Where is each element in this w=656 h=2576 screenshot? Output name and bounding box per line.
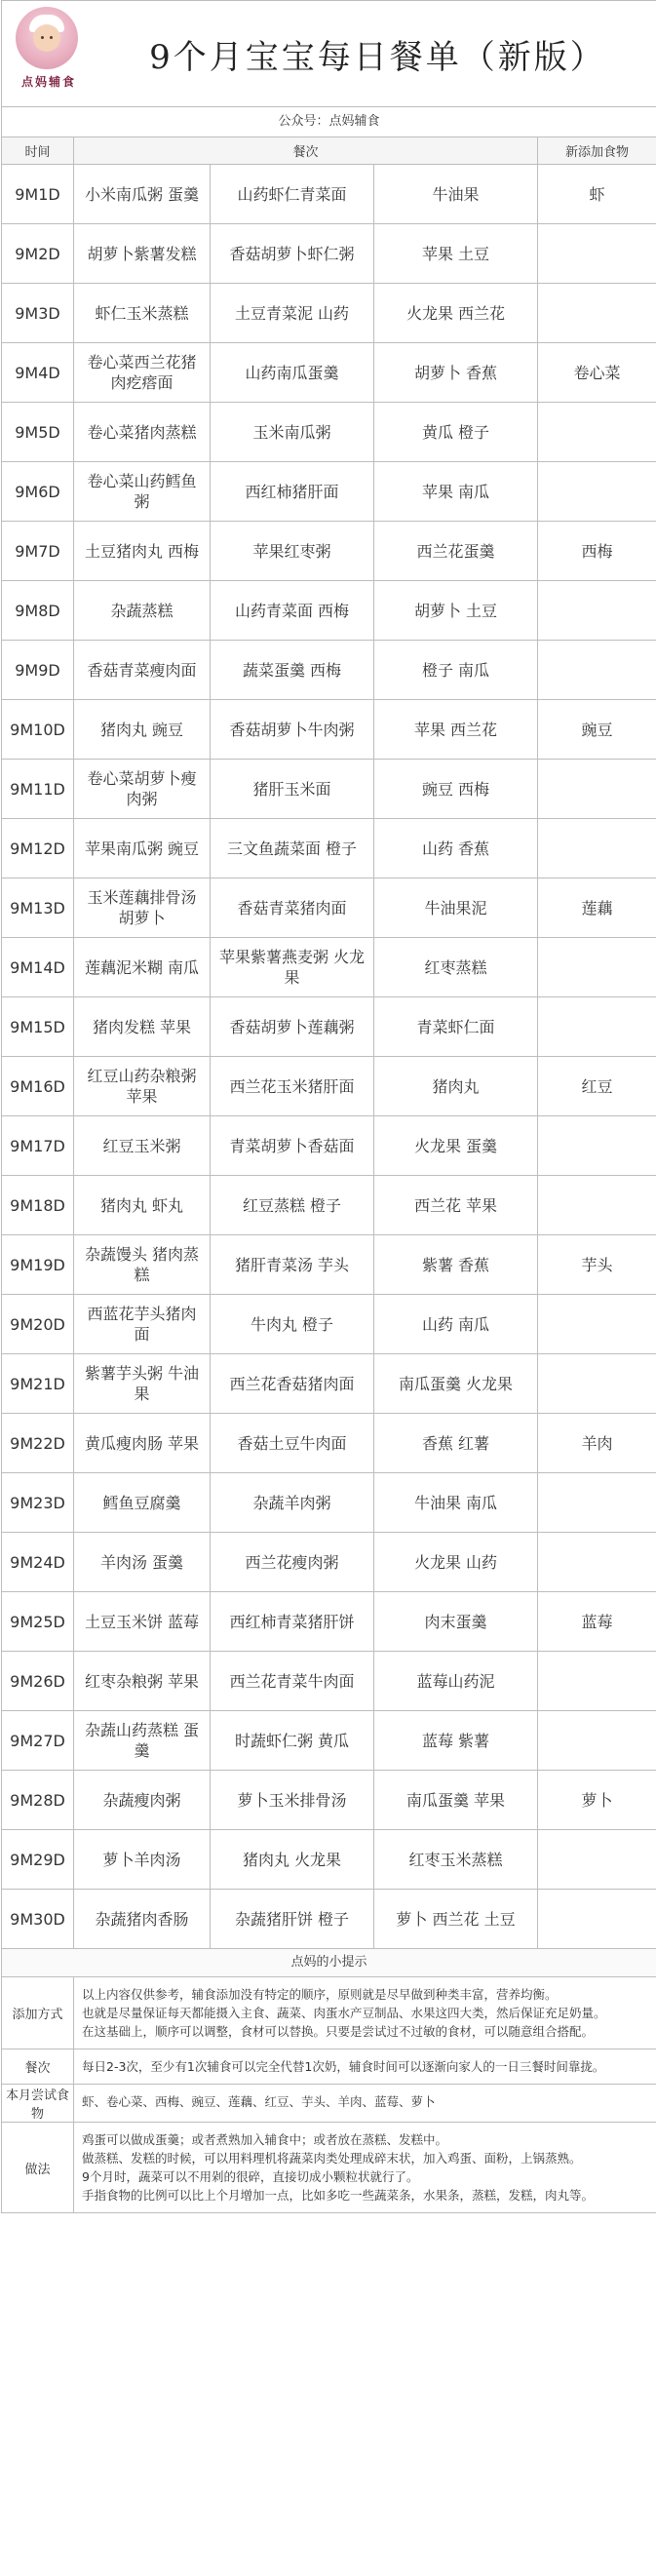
meal-2-cell: 西兰花青菜牛肉面: [211, 1652, 374, 1711]
meal-plan-sheet: [1, 0, 656, 2213]
new-food-cell: [538, 1652, 656, 1711]
meal-3-cell: 蓝莓 紫薯: [374, 1711, 538, 1771]
meal-2-cell: 土豆青菜泥 山药: [211, 284, 374, 343]
tip-line: 9个月时，蔬菜可以不用剁的很碎，直接切成小颗粒状就行了。: [82, 2169, 419, 2184]
new-food-cell: 萝卜: [538, 1771, 656, 1830]
meal-3-cell: 胡萝卜 土豆: [374, 581, 538, 641]
meal-1-cell: 土豆玉米饼 蓝莓: [74, 1592, 211, 1652]
meal-2-cell: 猪肝玉米面: [211, 760, 374, 819]
new-food-cell: 红豆: [538, 1057, 656, 1116]
day-cell: 9M3D: [2, 284, 74, 343]
new-food-cell: 卷心菜: [538, 343, 656, 403]
meal-3-cell: 红枣玉米蒸糕: [374, 1830, 538, 1890]
meal-2-cell: 红豆蒸糕 橙子: [211, 1176, 374, 1235]
new-food-cell: 蓝莓: [538, 1592, 656, 1652]
tip-content: [74, 1977, 656, 2049]
new-food-cell: [538, 1116, 656, 1176]
tip-line: 做蒸糕、发糕的时候，可以用料理机将蔬菜肉类处理成碎末状，加入鸡蛋、面粉，上锅蒸熟。: [82, 2151, 582, 2166]
meal-1-cell: 卷心菜西兰花猪肉疙瘩面: [74, 343, 211, 403]
day-cell: 9M1D: [2, 165, 74, 224]
meal-1-cell: 卷心菜山药鳕鱼粥: [74, 462, 211, 522]
meal-3-cell: 胡萝卜 香蕉: [374, 343, 538, 403]
day-cell: 9M15D: [2, 997, 74, 1057]
tip-label: 本月尝试食物: [2, 2085, 74, 2122]
tip-content: [74, 2085, 656, 2122]
meal-3-cell: 火龙果 蛋羹: [374, 1116, 538, 1176]
new-food-cell: [538, 403, 656, 462]
meal-3-cell: 香蕉 红薯: [374, 1414, 538, 1473]
tip-row: [2, 2049, 656, 2085]
tip-label: 添加方式: [2, 1977, 74, 2049]
meal-1-cell: 小米南瓜粥 蛋羹: [74, 165, 211, 224]
meal-2-cell: 牛肉丸 橙子: [211, 1295, 374, 1354]
day-cell: 9M21D: [2, 1354, 74, 1414]
meal-2-cell: 西红柿青菜猪肝饼: [211, 1592, 374, 1652]
new-food-cell: 西梅: [538, 522, 656, 581]
meal-1-cell: 西蓝花芋头猪肉面: [74, 1295, 211, 1354]
meal-3-cell: 黄瓜 橙子: [374, 403, 538, 462]
meal-3-cell: 肉末蛋羹: [374, 1592, 538, 1652]
day-cell: 9M13D: [2, 878, 74, 938]
meal-3-cell: 山药 南瓜: [374, 1295, 538, 1354]
day-cell: 9M29D: [2, 1830, 74, 1890]
new-food-cell: [538, 938, 656, 997]
tip-line: 以上内容仅供参考，辅食添加没有特定的顺序，原则就是尽早做到种类丰富，营养均衡。: [82, 1987, 558, 2002]
day-cell: 9M14D: [2, 938, 74, 997]
new-food-cell: [538, 1473, 656, 1533]
meal-3-cell: 牛油果泥: [374, 878, 538, 938]
meal-2-cell: 西兰花瘦肉粥: [211, 1533, 374, 1592]
meal-3-cell: 萝卜 西兰花 土豆: [374, 1890, 538, 1949]
new-food-cell: [538, 462, 656, 522]
meal-2-cell: 西兰花香菇猪肉面: [211, 1354, 374, 1414]
meal-1-cell: 杂蔬瘦肉粥: [74, 1771, 211, 1830]
day-cell: 9M26D: [2, 1652, 74, 1711]
subtitle: 公众号：点妈辅食: [2, 107, 656, 137]
page-title: 9个月宝宝每日餐单（新版）: [149, 38, 606, 77]
header: [2, 1, 656, 107]
meal-1-cell: 玉米莲藕排骨汤 胡萝卜: [74, 878, 211, 938]
meal-2-cell: 苹果紫薯燕麦粥 火龙果: [211, 938, 374, 997]
tip-row: [2, 2085, 656, 2123]
day-cell: 9M12D: [2, 819, 74, 878]
meal-2-cell: 杂蔬猪肝饼 橙子: [211, 1890, 374, 1949]
meal-1-cell: 红豆玉米粥: [74, 1116, 211, 1176]
tip-row: [2, 1977, 656, 2049]
baby-avatar-logo: [16, 7, 78, 69]
meal-1-cell: 猪肉丸 豌豆: [74, 700, 211, 760]
brand-name: 点妈辅食: [20, 75, 76, 89]
day-cell: 9M17D: [2, 1116, 74, 1176]
meal-3-cell: 青菜虾仁面: [374, 997, 538, 1057]
meal-3-cell: 山药 香蕉: [374, 819, 538, 878]
new-food-cell: [538, 760, 656, 819]
meal-2-cell: 蔬菜蛋羹 西梅: [211, 641, 374, 700]
meal-3-cell: 南瓜蛋羹 火龙果: [374, 1354, 538, 1414]
day-cell: 9M22D: [2, 1414, 74, 1473]
meal-2-cell: 香菇青菜猪肉面: [211, 878, 374, 938]
meal-1-cell: 猪肉丸 虾丸: [74, 1176, 211, 1235]
meal-3-cell: 牛油果: [374, 165, 538, 224]
meal-1-cell: 莲藕泥米糊 南瓜: [74, 938, 211, 997]
meal-1-cell: 鳕鱼豆腐羹: [74, 1473, 211, 1533]
day-cell: 9M20D: [2, 1295, 74, 1354]
day-cell: 9M2D: [2, 224, 74, 284]
day-cell: 9M4D: [2, 343, 74, 403]
meal-1-cell: 紫薯芋头粥 牛油果: [74, 1354, 211, 1414]
meal-3-cell: 西兰花蛋羹: [374, 522, 538, 581]
meal-2-cell: 时蔬虾仁粥 黄瓜: [211, 1711, 374, 1771]
meal-2-cell: 西兰花玉米猪肝面: [211, 1057, 374, 1116]
meal-3-cell: 火龙果 山药: [374, 1533, 538, 1592]
day-cell: 9M19D: [2, 1235, 74, 1295]
new-food-cell: [538, 581, 656, 641]
new-food-cell: [538, 1711, 656, 1771]
day-cell: 9M7D: [2, 522, 74, 581]
meal-1-cell: 猪肉发糕 苹果: [74, 997, 211, 1057]
meal-1-cell: 虾仁玉米蒸糕: [74, 284, 211, 343]
day-cell: 9M23D: [2, 1473, 74, 1533]
new-food-cell: 羊肉: [538, 1414, 656, 1473]
meal-2-cell: 猪肝青菜汤 芋头: [211, 1235, 374, 1295]
day-cell: 9M9D: [2, 641, 74, 700]
meal-1-cell: 红枣杂粮粥 苹果: [74, 1652, 211, 1711]
col-header-time: 时间: [2, 137, 74, 165]
tip-label: 餐次: [2, 2049, 74, 2084]
meal-2-cell: 山药青菜面 西梅: [211, 581, 374, 641]
meal-2-cell: 山药南瓜蛋羹: [211, 343, 374, 403]
col-header-new-food: 新添加食物: [538, 137, 656, 165]
tip-line: 每日2-3次，至少有1次辅食可以完全代替1次奶，辅食时间可以逐渐向家人的一日三餐时间靠拢。: [82, 2059, 605, 2074]
new-food-cell: [538, 1890, 656, 1949]
tips-section: [2, 1977, 656, 2212]
meal-1-cell: 胡萝卜紫薯发糕: [74, 224, 211, 284]
meal-2-cell: 萝卜玉米排骨汤: [211, 1771, 374, 1830]
meal-2-cell: 香菇胡萝卜莲藕粥: [211, 997, 374, 1057]
meal-1-cell: 苹果南瓜粥 豌豆: [74, 819, 211, 878]
meal-3-cell: 西兰花 苹果: [374, 1176, 538, 1235]
new-food-cell: [538, 1533, 656, 1592]
meal-1-cell: 萝卜羊肉汤: [74, 1830, 211, 1890]
meal-1-cell: 卷心菜猪肉蒸糕: [74, 403, 211, 462]
tip-line: 在这基础上，顺序可以调整，食材可以替换。只要是尝试过不过敏的食材，可以随意组合搭配。: [82, 2024, 595, 2039]
new-food-cell: [538, 997, 656, 1057]
day-cell: 9M18D: [2, 1176, 74, 1235]
meal-2-cell: 苹果红枣粥: [211, 522, 374, 581]
meal-2-cell: 山药虾仁青菜面: [211, 165, 374, 224]
tip-content: [74, 2123, 656, 2212]
meal-1-cell: 杂蔬蒸糕: [74, 581, 211, 641]
tip-line: 虾、卷心菜、西梅、豌豆、莲藕、红豆、芋头、羊肉、蓝莓、萝卜: [82, 2094, 436, 2109]
new-food-cell: 芋头: [538, 1235, 656, 1295]
tip-line: 鸡蛋可以做成蛋羹；或者煮熟加入辅食中；或者放在蒸糕、发糕中。: [82, 2132, 448, 2147]
meal-3-cell: 红枣蒸糕: [374, 938, 538, 997]
day-cell: 9M16D: [2, 1057, 74, 1116]
meal-1-cell: 黄瓜瘦肉肠 苹果: [74, 1414, 211, 1473]
meal-2-cell: 香菇胡萝卜牛肉粥: [211, 700, 374, 760]
new-food-cell: [538, 1830, 656, 1890]
tip-label: 做法: [2, 2123, 74, 2212]
meal-1-cell: 卷心菜胡萝卜瘦肉粥: [74, 760, 211, 819]
meal-1-cell: 杂蔬猪肉香肠: [74, 1890, 211, 1949]
day-cell: 9M24D: [2, 1533, 74, 1592]
col-header-meals: 餐次: [74, 137, 538, 165]
day-cell: 9M25D: [2, 1592, 74, 1652]
meal-1-cell: 羊肉汤 蛋羹: [74, 1533, 211, 1592]
meal-3-cell: 牛油果 南瓜: [374, 1473, 538, 1533]
day-cell: 9M30D: [2, 1890, 74, 1949]
tip-line: 手指食物的比例可以比上个月增加一点，比如多吃一些蔬菜条，水果条，蒸糕，发糕，肉丸等。: [82, 2188, 595, 2203]
meal-2-cell: 杂蔬羊肉粥: [211, 1473, 374, 1533]
meal-3-cell: 苹果 土豆: [374, 224, 538, 284]
tip-row: [2, 2123, 656, 2212]
meal-3-cell: 紫薯 香蕉: [374, 1235, 538, 1295]
new-food-cell: [538, 284, 656, 343]
day-cell: 9M6D: [2, 462, 74, 522]
meal-2-cell: 青菜胡萝卜香菇面: [211, 1116, 374, 1176]
meal-1-cell: 红豆山药杂粮粥 苹果: [74, 1057, 211, 1116]
tip-content: [74, 2049, 656, 2084]
meal-1-cell: 杂蔬山药蒸糕 蛋羹: [74, 1711, 211, 1771]
meal-3-cell: 苹果 南瓜: [374, 462, 538, 522]
meal-3-cell: 猪肉丸: [374, 1057, 538, 1116]
meal-2-cell: 香菇土豆牛肉面: [211, 1414, 374, 1473]
new-food-cell: [538, 1354, 656, 1414]
new-food-cell: [538, 641, 656, 700]
new-food-cell: 豌豆: [538, 700, 656, 760]
new-food-cell: [538, 224, 656, 284]
new-food-cell: 莲藕: [538, 878, 656, 938]
day-cell: 9M11D: [2, 760, 74, 819]
new-food-cell: [538, 1295, 656, 1354]
meal-3-cell: 苹果 西兰花: [374, 700, 538, 760]
day-cell: 9M28D: [2, 1771, 74, 1830]
tip-line: 也就是尽量保证每天都能摄入主食、蔬菜、肉蛋水产豆制品、水果这四大类，然后保证充足奶量。: [82, 2006, 606, 2020]
meal-1-cell: 土豆猪肉丸 西梅: [74, 522, 211, 581]
meal-table: [2, 165, 656, 1949]
day-cell: 9M8D: [2, 581, 74, 641]
day-cell: 9M5D: [2, 403, 74, 462]
meal-3-cell: 蓝莓山药泥: [374, 1652, 538, 1711]
day-cell: 9M27D: [2, 1711, 74, 1771]
new-food-cell: [538, 1176, 656, 1235]
meal-2-cell: 三文鱼蔬菜面 橙子: [211, 819, 374, 878]
meal-2-cell: 香菇胡萝卜虾仁粥: [211, 224, 374, 284]
meal-2-cell: 玉米南瓜粥: [211, 403, 374, 462]
meal-3-cell: 豌豆 西梅: [374, 760, 538, 819]
meal-3-cell: 火龙果 西兰花: [374, 284, 538, 343]
meal-2-cell: 西红柿猪肝面: [211, 462, 374, 522]
meal-3-cell: 南瓜蛋羹 苹果: [374, 1771, 538, 1830]
meal-2-cell: 猪肉丸 火龙果: [211, 1830, 374, 1890]
meal-3-cell: 橙子 南瓜: [374, 641, 538, 700]
new-food-cell: [538, 819, 656, 878]
table-header: [2, 137, 656, 165]
tips-title: 点妈的小提示: [2, 1949, 656, 1977]
day-cell: 9M10D: [2, 700, 74, 760]
meal-1-cell: 杂蔬馒头 猪肉蒸糕: [74, 1235, 211, 1295]
meal-1-cell: 香菇青菜瘦肉面: [74, 641, 211, 700]
new-food-cell: 虾: [538, 165, 656, 224]
